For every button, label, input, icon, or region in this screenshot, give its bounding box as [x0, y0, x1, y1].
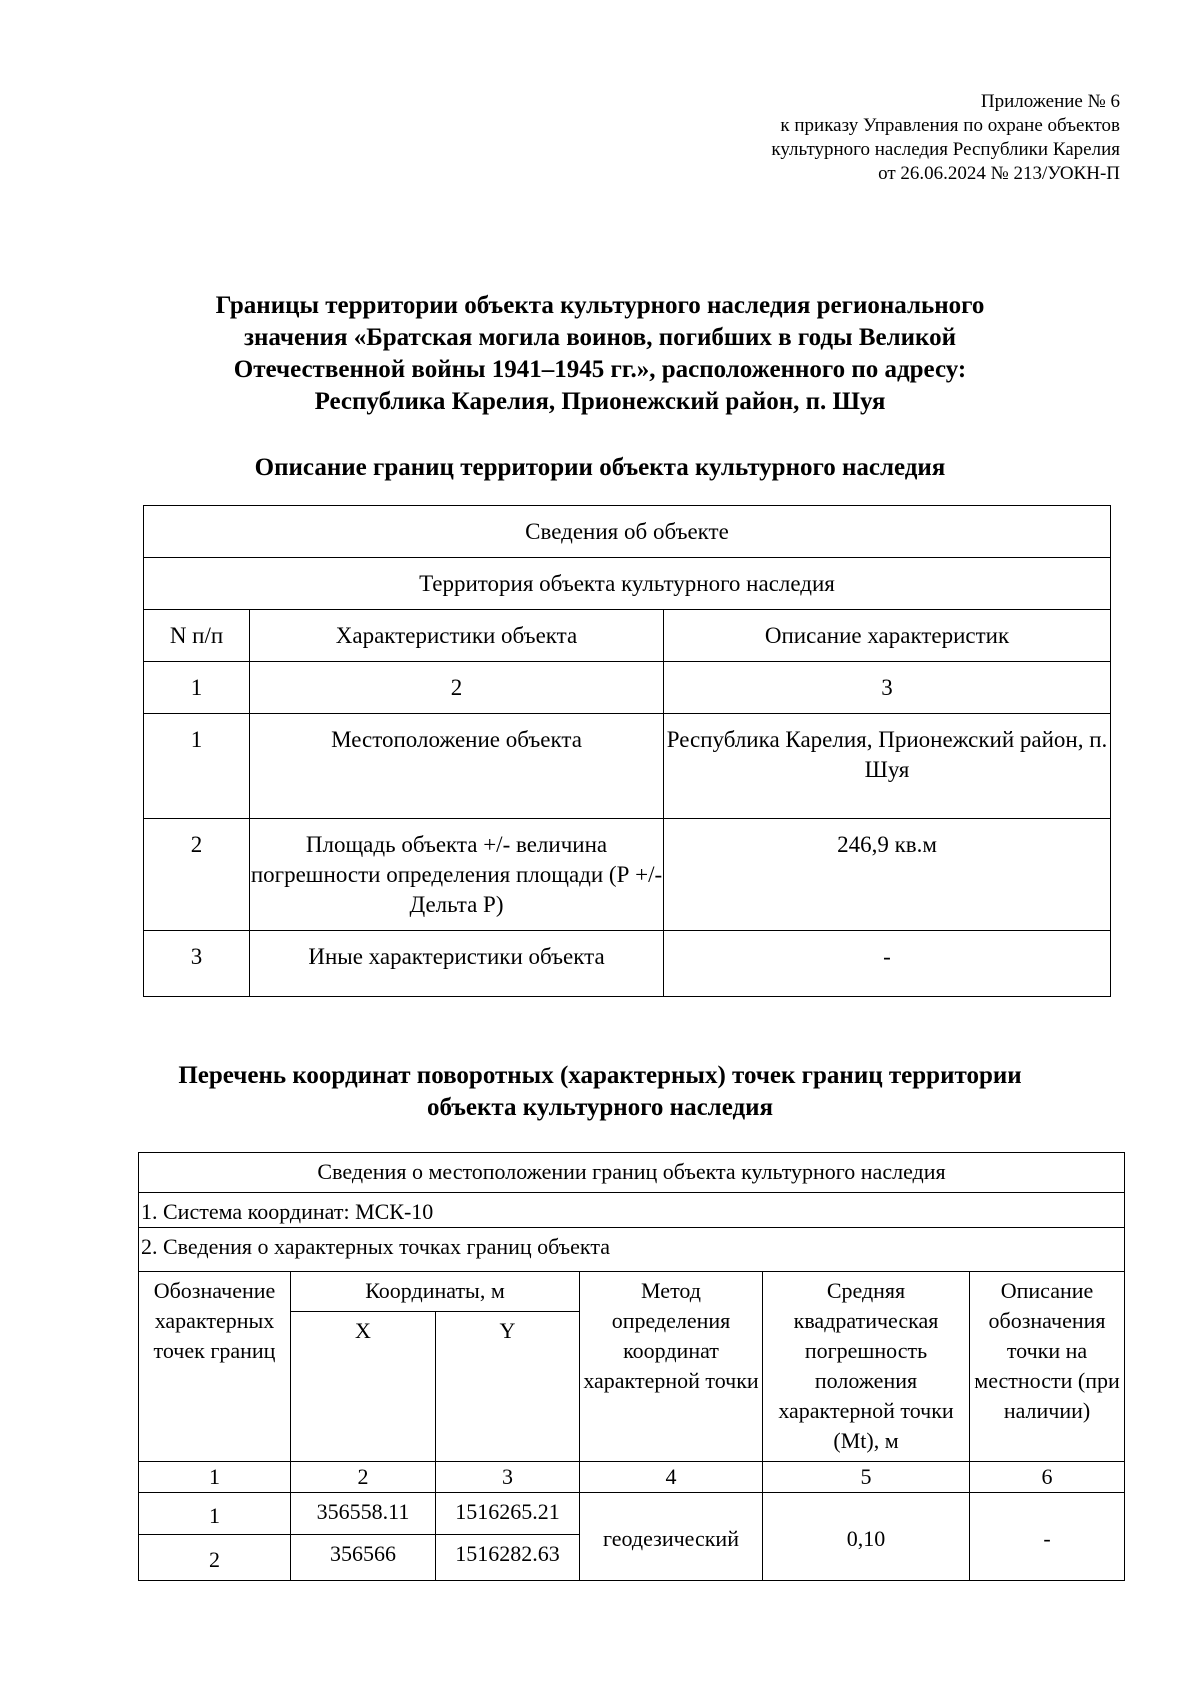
coordinates-table [138, 1152, 1125, 1581]
row-number: 1 [144, 714, 250, 819]
document-title-line: Отечественной войны 1941–1945 гг.», расположенного по адресу: [233, 356, 967, 383]
column-number: 4 [580, 1462, 763, 1493]
column-header: X [291, 1312, 436, 1462]
column-header: Y [436, 1312, 580, 1462]
error-value: 0,10 [763, 1493, 970, 1581]
section-title-description: Описание границ территории объекта культурного наследия [254, 454, 946, 481]
table-row [144, 714, 1111, 819]
column-number: 2 [250, 662, 664, 714]
document-title-line: значения «Братская могила воинов, погибших в годы Великой [243, 324, 957, 351]
table-caption: Сведения об объекте [144, 506, 1111, 558]
method-value: геодезический [580, 1493, 763, 1581]
point-y: 1516282.63 [436, 1535, 580, 1581]
column-header: Описание обозначения точки на местности (при наличии) [970, 1272, 1125, 1462]
column-header: Обозначение характерных точек границ [139, 1272, 291, 1462]
column-header: Характеристики объекта [250, 610, 664, 662]
document-title [130, 290, 1070, 418]
column-header: Описание характеристик [664, 610, 1111, 662]
row-description: - [664, 931, 1111, 997]
coordinate-system: 1. Система координат: МСК-10 [139, 1193, 1125, 1228]
column-number: 3 [436, 1462, 580, 1493]
section-title-coordinates [130, 1060, 1070, 1124]
column-header: Средняя квадратическая погрешность положения характерной точки (Mt), м [763, 1272, 970, 1462]
point-x: 356558.11 [291, 1493, 436, 1535]
table-subcaption: Территория объекта культурного наследия [144, 558, 1111, 610]
row-characteristic: Площадь объекта +/- величина погрешности определения площади (Р +/- Дельта Р) [250, 819, 664, 931]
row-number: 2 [144, 819, 250, 931]
appendix-header-line: культурного наследия Республики Карелия [771, 139, 1120, 160]
row-description: Республика Карелия, Прионежский район, п. Шуя [664, 714, 1111, 819]
row-number: 3 [144, 931, 250, 997]
appendix-header [600, 90, 1120, 186]
column-number: 5 [763, 1462, 970, 1493]
column-header: N п/п [144, 610, 250, 662]
point-id: 1 [139, 1493, 291, 1535]
column-number: 6 [970, 1462, 1125, 1493]
column-number: 3 [664, 662, 1111, 714]
point-x: 356566 [291, 1535, 436, 1581]
object-info-table [143, 505, 1111, 997]
row-description: 246,9 кв.м [664, 819, 1111, 931]
table-row [144, 931, 1111, 997]
column-header: Метод определения координат характерной точки [580, 1272, 763, 1462]
column-number: 2 [291, 1462, 436, 1493]
appendix-header-line: Приложение № 6 [980, 91, 1120, 112]
points-caption: 2. Сведения о характерных точках границ объекта [139, 1228, 1125, 1272]
table-caption: Сведения о местоположении границ объекта культурного наследия [139, 1153, 1125, 1193]
column-number: 1 [139, 1462, 291, 1493]
section-title-line: объекта культурного наследия [426, 1094, 774, 1121]
appendix-header-line: от 26.06.2024 № 213/УОКН-П [878, 163, 1120, 184]
appendix-header-line: к приказу Управления по охране объектов [780, 115, 1120, 136]
row-characteristic: Местоположение объекта [250, 714, 664, 819]
column-header: Координаты, м [291, 1272, 580, 1312]
table-row [139, 1493, 1125, 1535]
point-id: 2 [139, 1535, 291, 1581]
document-title-line: Границы территории объекта культурного наследия регионального [215, 292, 985, 319]
column-number: 1 [144, 662, 250, 714]
point-y: 1516265.21 [436, 1493, 580, 1535]
section-title-line: Перечень координат поворотных (характерных) точек границ территории [178, 1062, 1022, 1089]
description-value: - [970, 1493, 1125, 1581]
document-title-line: Республика Карелия, Прионежский район, п. Шуя [314, 388, 886, 415]
row-characteristic: Иные характеристики объекта [250, 931, 664, 997]
table-row [144, 819, 1111, 931]
